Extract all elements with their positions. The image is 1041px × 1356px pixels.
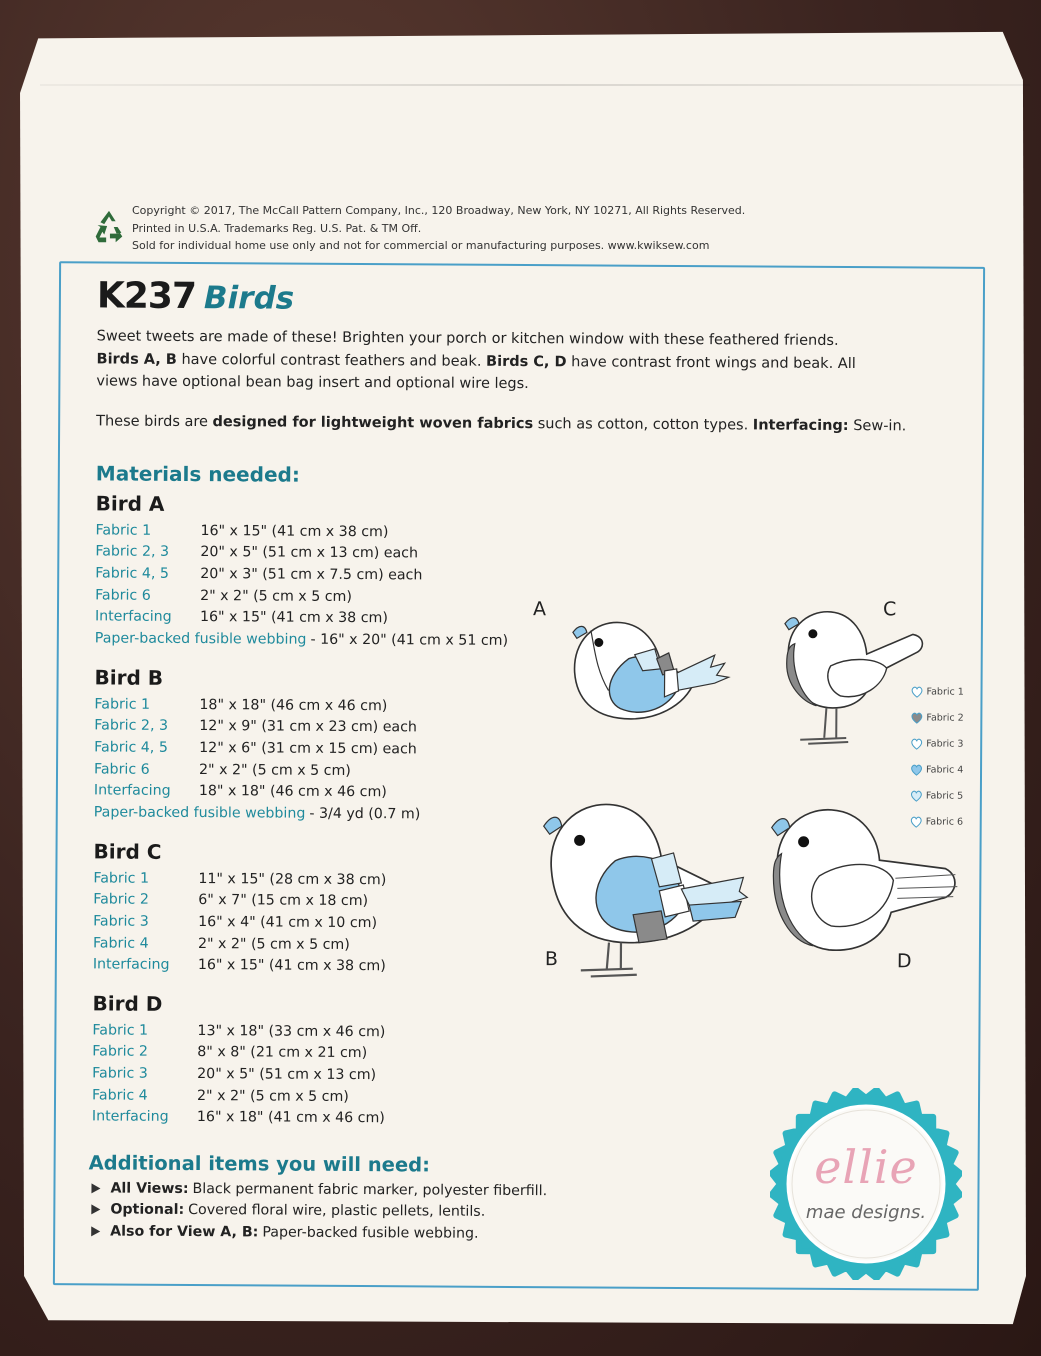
view-label-d: D bbox=[896, 950, 912, 973]
item-text: Black permanent fabric marker, polyester fiberfill. bbox=[192, 1180, 548, 1199]
copyright-block bbox=[90, 202, 790, 255]
fabric-text: Sew-in. bbox=[848, 418, 907, 435]
heart-icon bbox=[910, 763, 923, 776]
material-value: 16" x 15" (41 cm x 38 cm) bbox=[199, 609, 388, 627]
legend-label: Fabric 2 bbox=[926, 711, 964, 724]
item-bold: Also for View A, B: bbox=[110, 1223, 259, 1241]
heart-icon bbox=[910, 737, 923, 750]
view-label-c: C bbox=[882, 598, 897, 621]
material-label: Fabric 3 bbox=[93, 913, 149, 930]
material-row bbox=[92, 1063, 385, 1086]
materials-heading: Materials needed: bbox=[95, 461, 300, 487]
material-value: 20" x 3" (51 cm x 7.5 cm) each bbox=[200, 566, 423, 584]
logo-mae-designs: mae designs. bbox=[805, 1202, 927, 1223]
material-value: 16" x 15" (41 cm x 38 cm) bbox=[200, 522, 389, 540]
legend-item bbox=[910, 730, 963, 756]
legend-heart bbox=[912, 739, 922, 749]
intro-bold: Birds A, B bbox=[96, 350, 177, 368]
legend-heart bbox=[912, 713, 922, 723]
webbing-label: Paper-backed fusible webbing bbox=[93, 804, 306, 822]
webbing-value: - 16" x 20" (41 cm x 51 cm) bbox=[310, 631, 509, 649]
intro-text: Sweet tweets are made of these! Brighten your porch or kitchen window with these feathered friends. bbox=[96, 328, 839, 349]
fabric-text: These birds are bbox=[96, 413, 213, 431]
material-row bbox=[95, 519, 508, 543]
material-label: Fabric 6 bbox=[93, 760, 150, 778]
bird-heading: Bird D bbox=[92, 991, 163, 1016]
list-item bbox=[91, 1220, 547, 1244]
material-label: Fabric 1 bbox=[95, 522, 152, 539]
material-row bbox=[95, 541, 508, 565]
material-row bbox=[94, 715, 421, 739]
material-row bbox=[92, 1106, 385, 1129]
material-row bbox=[93, 932, 386, 955]
material-label: Fabric 1 bbox=[93, 870, 150, 887]
view-label-a: A bbox=[532, 598, 547, 621]
arrow-icon bbox=[91, 1205, 100, 1215]
material-row bbox=[95, 606, 508, 630]
material-value: 2" x 2" (5 cm x 5 cm) bbox=[200, 587, 352, 605]
ellie-mae-logo bbox=[770, 1088, 962, 1280]
fabric-bold: designed for lightweight woven fabrics bbox=[212, 414, 534, 433]
legend-item bbox=[910, 782, 963, 808]
material-row bbox=[93, 911, 386, 934]
material-value: 12" x 9" (31 cm x 23 cm) each bbox=[199, 718, 417, 736]
material-value: 2" x 2" (5 cm x 5 cm) bbox=[196, 1087, 349, 1105]
pattern-name: Birds bbox=[203, 280, 295, 317]
legend-item bbox=[910, 756, 963, 782]
intro-bold: Birds C, D bbox=[486, 353, 567, 370]
printed-line: Printed in U.S.A. Trademarks Reg. U.S. Pat. & TM Off. bbox=[132, 221, 422, 235]
material-row bbox=[95, 584, 508, 608]
envelope-flap-fold bbox=[40, 84, 1030, 86]
legend-item bbox=[910, 704, 963, 730]
fabric-text: such as cotton, cotton types. bbox=[533, 416, 753, 434]
material-value: 13" x 18" (33 cm x 46 cm) bbox=[197, 1022, 386, 1040]
page-title bbox=[97, 275, 294, 317]
webbing-row bbox=[95, 627, 508, 651]
material-row bbox=[93, 889, 386, 912]
recycle-icon bbox=[90, 208, 128, 246]
material-row bbox=[93, 867, 386, 890]
fabric-bold: Interfacing: bbox=[752, 417, 849, 435]
arrow-icon bbox=[91, 1226, 100, 1236]
material-row bbox=[94, 780, 421, 804]
list-item bbox=[91, 1199, 547, 1223]
copyright-line: Copyright © 2017, The McCall Pattern Company, Inc., 120 Broadway, New York, NY 10271, All Rights Reserved. bbox=[132, 204, 746, 217]
material-value: 11" x 15" (28 cm x 38 cm) bbox=[198, 870, 387, 888]
material-value: 6" x 7" (15 cm x 18 cm) bbox=[198, 892, 369, 910]
legend-heart bbox=[911, 817, 921, 827]
additional-list bbox=[91, 1177, 547, 1244]
legend-label: Fabric 6 bbox=[925, 815, 964, 828]
intro-text: have colorful contrast feathers and beak. bbox=[176, 351, 487, 370]
material-label: Interfacing bbox=[92, 956, 170, 974]
webbing-label: Paper-backed fusible webbing bbox=[94, 630, 307, 648]
pattern-code: K237 bbox=[96, 275, 197, 318]
material-value: 12" x 6" (31 cm x 15 cm) each bbox=[199, 740, 417, 758]
bird-a-illustration bbox=[564, 610, 735, 731]
item-bold: Optional: bbox=[110, 1201, 185, 1219]
item-text: Covered floral wire, plastic pellets, lentils. bbox=[188, 1202, 486, 1221]
material-label: Fabric 4, 5 bbox=[94, 739, 168, 756]
material-row bbox=[94, 693, 421, 717]
view-label-b: B bbox=[544, 948, 558, 971]
material-label: Interfacing bbox=[94, 608, 172, 626]
bird-heading: Bird C bbox=[93, 839, 162, 864]
material-label: Interfacing bbox=[91, 1108, 169, 1126]
legend-label: Fabric 4 bbox=[926, 763, 964, 776]
bird-heading: Bird A bbox=[95, 491, 165, 516]
logo-ellie: ellie bbox=[814, 1140, 918, 1194]
bird-a-materials bbox=[95, 491, 509, 651]
material-value: 18" x 18" (46 cm x 46 cm) bbox=[199, 696, 388, 714]
material-label: Fabric 4 bbox=[91, 1086, 148, 1104]
legend-heart bbox=[912, 765, 922, 775]
heart-icon bbox=[910, 711, 923, 724]
material-row bbox=[92, 1019, 385, 1042]
material-value: 18" x 18" (46 cm x 46 cm) bbox=[198, 783, 387, 801]
additional-heading: Additional items you will need: bbox=[88, 1151, 430, 1177]
bird-b-materials bbox=[94, 665, 421, 825]
heart-icon bbox=[910, 789, 923, 802]
heart-icon bbox=[910, 685, 923, 698]
fabric-legend bbox=[910, 678, 964, 834]
material-value: 20" x 5" (51 cm x 13 cm) each bbox=[200, 544, 419, 562]
legend-heart bbox=[911, 791, 921, 801]
arrow-icon bbox=[91, 1183, 100, 1193]
intro-paragraph bbox=[96, 325, 876, 397]
material-row bbox=[92, 1041, 385, 1064]
material-label: Fabric 2, 3 bbox=[95, 543, 170, 561]
material-row bbox=[94, 758, 421, 782]
legend-heart bbox=[912, 687, 922, 697]
intro-text: have contrast front wings and beak. All views have optional bean bag insert and optional wire legs. bbox=[96, 353, 856, 393]
legend-label: Fabric 1 bbox=[926, 685, 964, 698]
bird-b-illustration bbox=[533, 792, 754, 983]
list-item bbox=[91, 1177, 547, 1201]
item-bold: All Views: bbox=[110, 1180, 189, 1197]
heart-icon bbox=[910, 815, 923, 828]
bird-d-materials bbox=[92, 991, 386, 1129]
material-value: 20" x 5" (51 cm x 13 cm) bbox=[197, 1066, 377, 1084]
material-value: 8" x 8" (21 cm x 21 cm) bbox=[197, 1044, 368, 1062]
material-label: Fabric 3 bbox=[92, 1065, 148, 1082]
material-value: 2" x 2" (5 cm x 5 cm) bbox=[197, 935, 350, 953]
legend-label: Fabric 5 bbox=[925, 789, 964, 802]
material-value: 16" x 15" (41 cm x 38 cm) bbox=[197, 957, 386, 975]
material-label: Fabric 4, 5 bbox=[95, 565, 169, 582]
legend-item bbox=[910, 808, 963, 834]
material-label: Fabric 6 bbox=[95, 586, 151, 604]
material-row bbox=[95, 563, 508, 587]
sold-line: Sold for individual home use only and not for commercial or manufacturing purposes. www.kwiksew.com bbox=[132, 239, 710, 252]
material-label: Fabric 2, 3 bbox=[94, 717, 169, 735]
material-label: Fabric 1 bbox=[94, 696, 151, 713]
material-row bbox=[92, 1084, 385, 1107]
item-text: Paper-backed fusible webbing. bbox=[262, 1224, 479, 1242]
material-label: Fabric 2 bbox=[92, 1043, 149, 1061]
material-label: Interfacing bbox=[93, 782, 171, 800]
fabric-paragraph bbox=[96, 413, 916, 434]
material-value: 16" x 18" (41 cm x 46 cm) bbox=[196, 1109, 385, 1127]
material-label: Fabric 2 bbox=[93, 891, 149, 909]
legend-item bbox=[910, 678, 963, 704]
material-row bbox=[94, 737, 421, 761]
legend-label: Fabric 3 bbox=[926, 737, 964, 750]
webbing-row bbox=[94, 801, 421, 825]
material-value: 2" x 2" (5 cm x 5 cm) bbox=[198, 761, 351, 779]
bird-heading: Bird B bbox=[94, 665, 164, 690]
material-value: 16" x 4" (41 cm x 10 cm) bbox=[198, 914, 378, 932]
material-row bbox=[93, 954, 386, 977]
material-label: Fabric 1 bbox=[92, 1022, 149, 1039]
webbing-value: - 3/4 yd (0.7 m) bbox=[309, 805, 421, 823]
bird-c-materials bbox=[93, 839, 387, 977]
material-label: Fabric 4 bbox=[92, 934, 149, 952]
